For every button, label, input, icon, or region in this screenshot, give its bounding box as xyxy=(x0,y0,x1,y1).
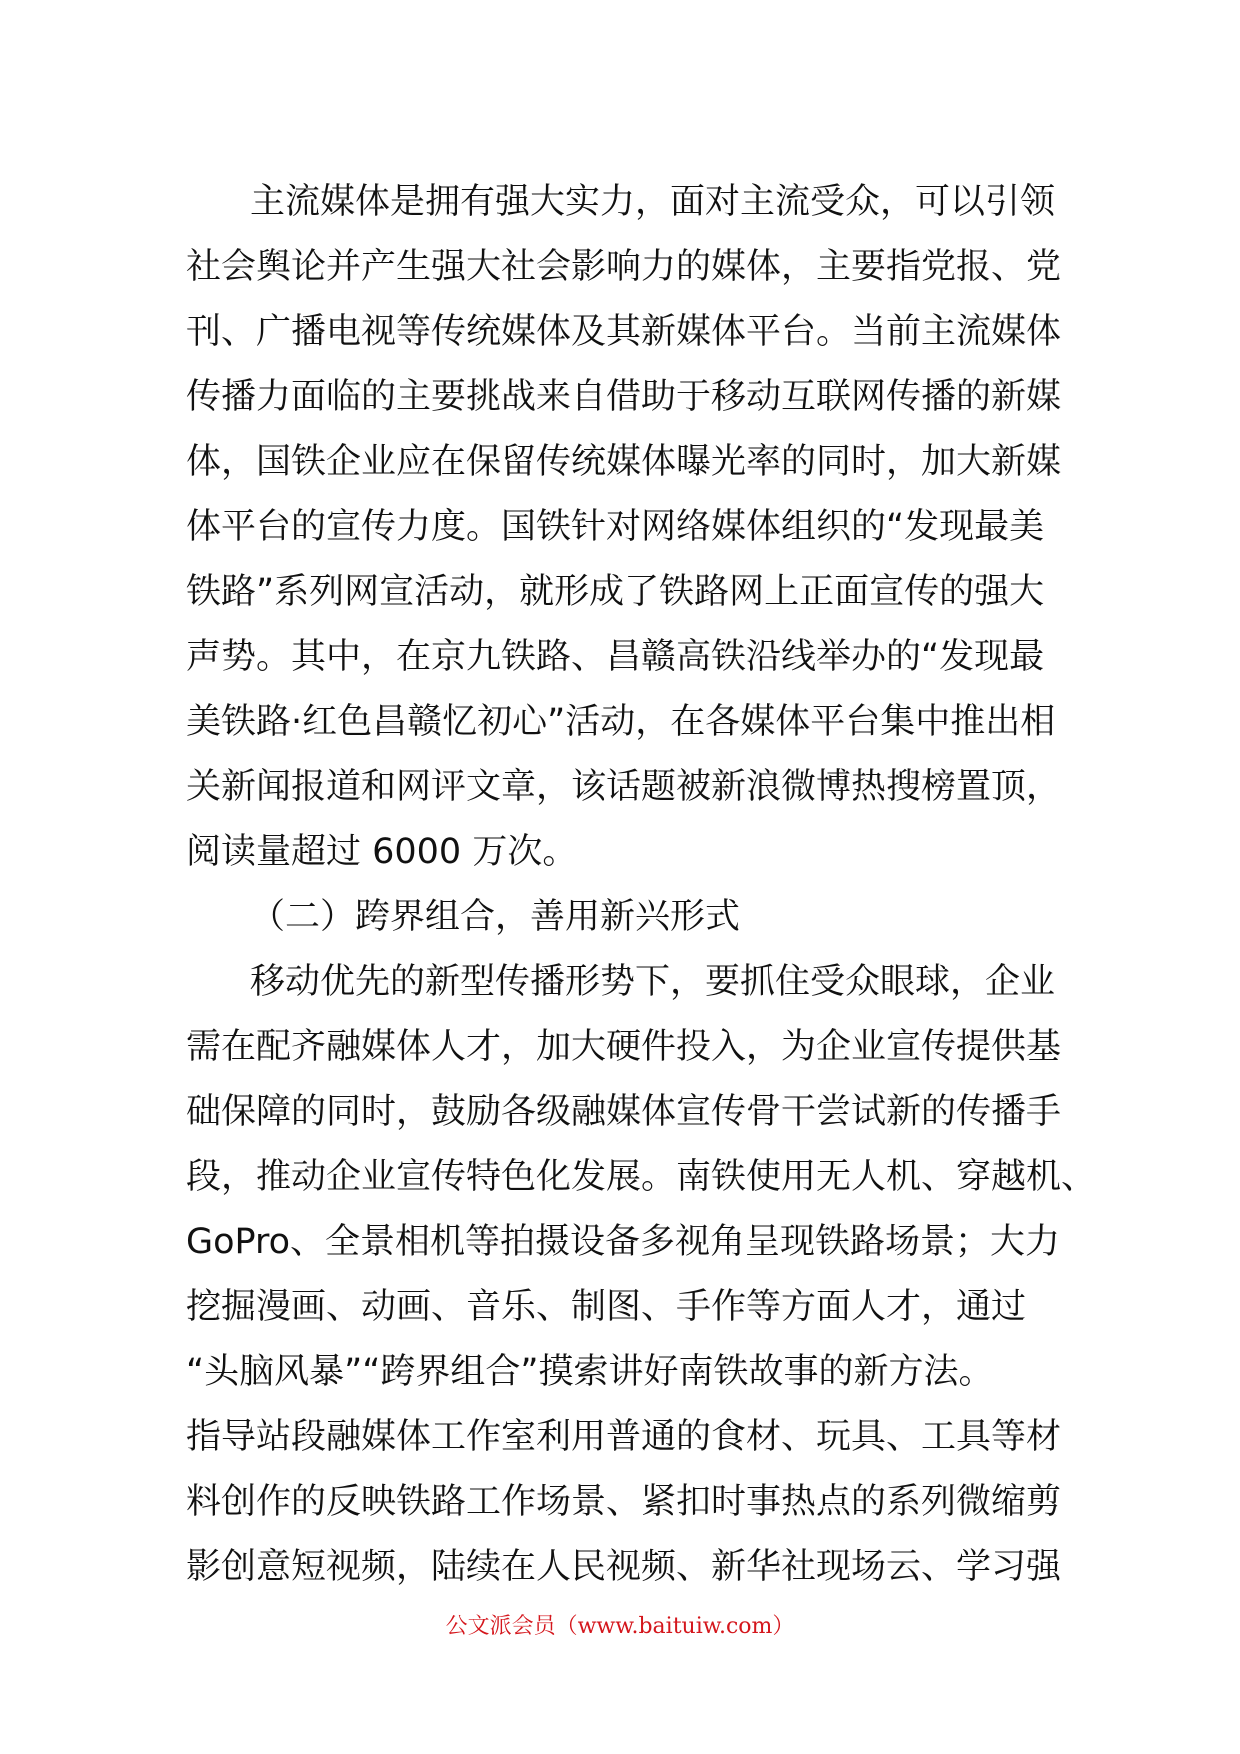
paragraph-line: 刊、广播电视等传统媒体及其新媒体平台。当前主流媒体 xyxy=(186,312,1062,352)
paragraph-line: 铁路”系列网宣活动，就形成了铁路网上正面宣传的强大 xyxy=(186,572,1045,612)
paragraph-line: GoPro、全景相机等拍摄设备多视角呈现铁路场景；大力 xyxy=(186,1222,1061,1262)
paragraph-line: 传播力面临的主要挑战来自借助于移动互联网传播的新媒 xyxy=(186,377,1062,417)
paragraph-line: 料创作的反映铁路工作场景、紧扣时事热点的系列微缩剪 xyxy=(186,1482,1062,1522)
paragraph-line: 阅读量超过 6000 万次。 xyxy=(186,832,578,872)
document-body xyxy=(186,170,1097,1600)
footer-watermark-link[interactable]: 公文派会员（www.baituiw.com） xyxy=(445,1614,795,1639)
paragraph-line: 声势。其中，在京九铁路、昌赣高铁沿线举办的“发现最 xyxy=(186,637,1045,677)
paragraph-line: 移动优先的新型传播形势下，要抓住受众眼球，企业 xyxy=(250,962,1056,1002)
paragraph-line: 关新闻报道和网评文章，该话题被新浪微博热搜榜置顶， xyxy=(186,767,1062,807)
section-heading: （二）跨界组合，善用新兴形式 xyxy=(250,897,741,937)
paragraph-line: 体平台的宣传力度。国铁针对网络媒体组织的“发现最美 xyxy=(186,507,1045,547)
paragraph-line: 美铁路·红色昌赣忆初心”活动，在各媒体平台集中推出相 xyxy=(186,702,1056,742)
paragraph-line: 段，推动企业宣传特色化发展。南铁使用无人机、穿越机、 xyxy=(186,1157,1097,1197)
paragraph-line: “头脑风暴”“跨界组合”摸索讲好南铁故事的新方法。 xyxy=(186,1352,994,1392)
paragraph-line: 指导站段融媒体工作室利用普通的食材、玩具、工具等材 xyxy=(186,1417,1062,1457)
paragraph-line: 体，国铁企业应在保留传统媒体曝光率的同时，加大新媒 xyxy=(186,442,1062,482)
paragraph-line: 社会舆论并产生强大社会影响力的媒体，主要指党报、党 xyxy=(186,247,1062,287)
paragraph-line: 主流媒体是拥有强大实力，面对主流受众，可以引领 xyxy=(250,182,1056,222)
paragraph-line: 需在配齐融媒体人才，加大硬件投入，为企业宣传提供基 xyxy=(186,1027,1062,1067)
paragraph-line: 影创意短视频，陆续在人民视频、新华社现场云、学习强 xyxy=(186,1547,1062,1587)
paragraph-line: 挖掘漫画、动画、音乐、制图、手作等方面人才，通过 xyxy=(186,1287,1027,1327)
paragraph-line: 础保障的同时，鼓励各级融媒体宣传骨干尝试新的传播手 xyxy=(186,1092,1062,1132)
